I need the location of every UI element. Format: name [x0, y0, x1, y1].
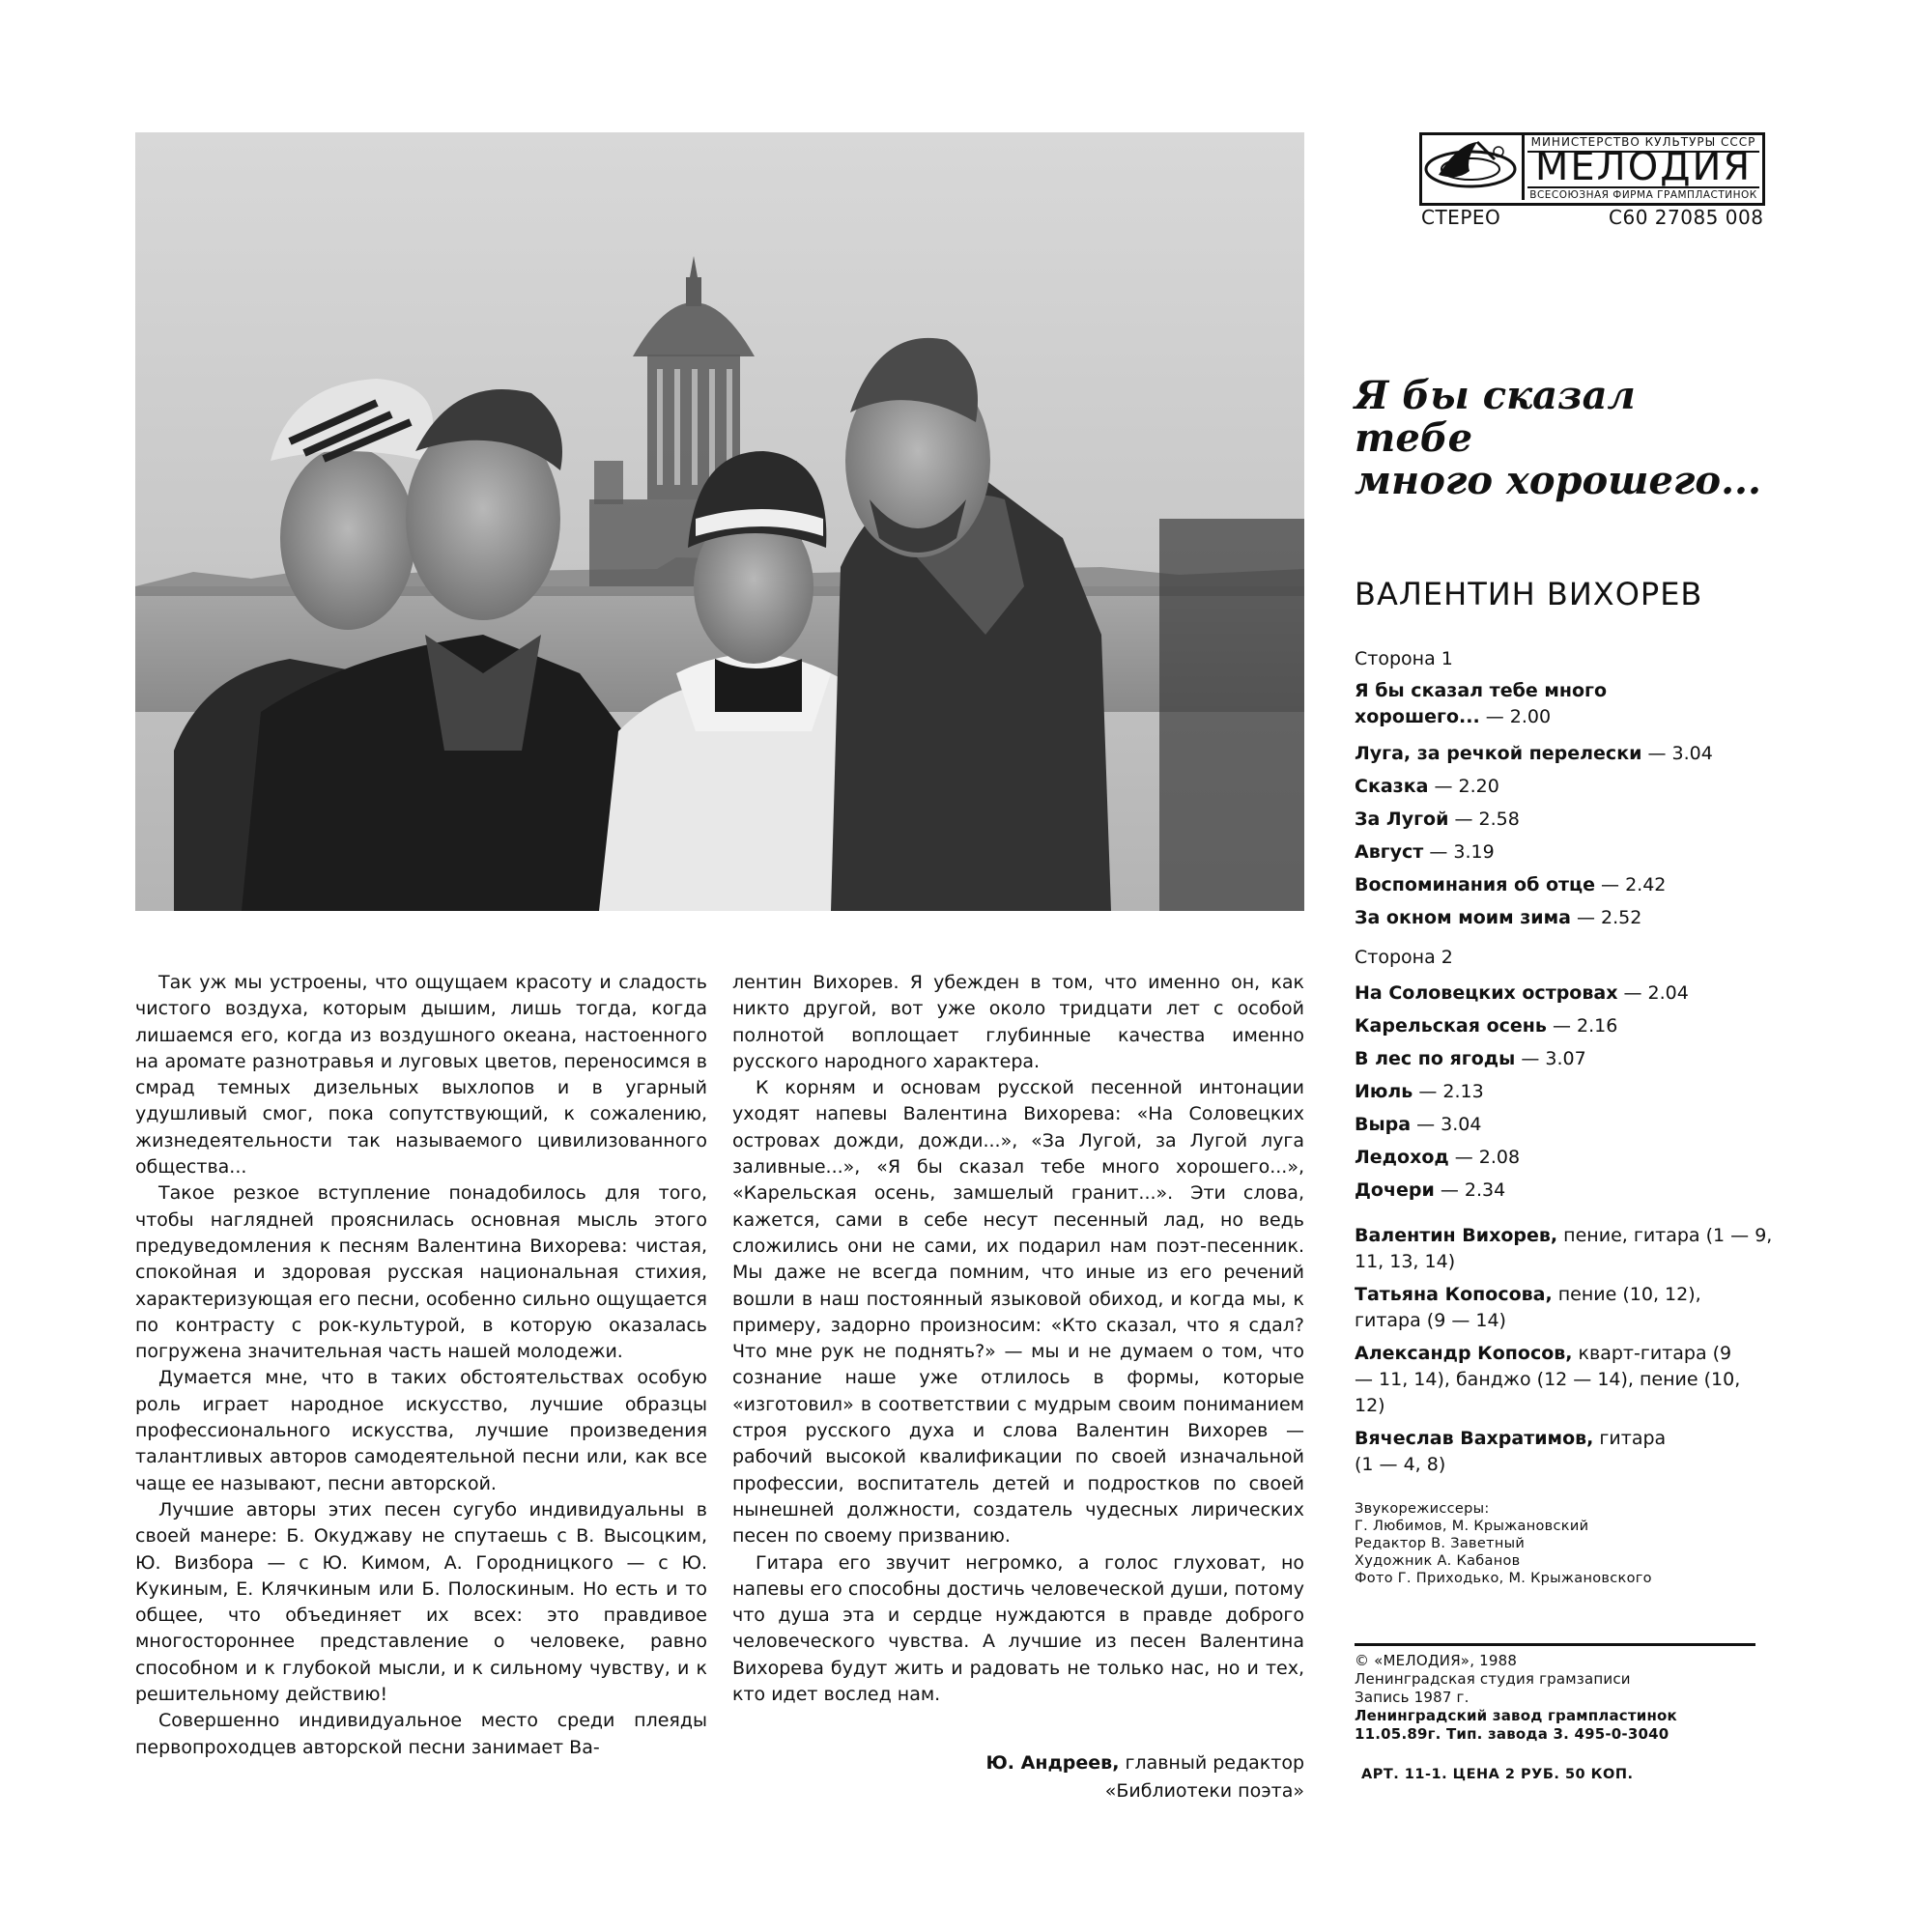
- signature-author: Ю. Андреев,: [985, 1752, 1120, 1774]
- logo-subtitle-text: ВСЕСОЮЗНАЯ ФИРМА ГРАМПЛАСТИНОК: [1527, 186, 1759, 201]
- track-item: [1355, 901, 1857, 934]
- track-time: — 2.16: [1546, 1015, 1618, 1037]
- credit-line: Художник А. Кабанов: [1355, 1553, 1521, 1569]
- credit-line: Звукорежиссеры:: [1355, 1501, 1490, 1517]
- track-time: — 2.00: [1479, 706, 1552, 727]
- track-time: — 2.58: [1448, 809, 1520, 830]
- copyright-line: 11.05.89г. Тип. завода 3. 495-0-3040: [1355, 1725, 1669, 1743]
- track-item: [1355, 1174, 1857, 1207]
- album-title-line: Я бы сказал: [1355, 373, 1636, 418]
- track-item: [1355, 803, 1857, 836]
- copyright-block: [1355, 1652, 1838, 1744]
- catalog-number: С60 27085 008: [1609, 206, 1764, 229]
- logo-ministry-text: МИНИСТЕРСТВО КУЛЬТУРЫ СССР: [1527, 135, 1759, 153]
- track-time: — 2.52: [1570, 907, 1642, 928]
- article-paragraph: Так уж мы устроены, что ощущаем красоту и сладость чистого воздуха, которым дышим, лишь тогда, когда лишаемся его, когда из воздушного океана, настоенного на аромате разнотравья и луговых цветов, переносимся в смрад темных дизельных выхлопов и в угарный удушливый смог, пока сопутствующий, к сожалению, жизнедеятельности так называемого цивилизованного общества...: [135, 972, 707, 1179]
- track-title: За окном моим зима: [1355, 907, 1571, 928]
- credit-line: Фото Г. Приходько, М. Крыжановского: [1355, 1571, 1652, 1586]
- signature-line: [732, 1749, 1304, 1777]
- copyright-line: © «МЕЛОДИЯ», 1988: [1355, 1652, 1518, 1669]
- article-paragraph: лентин Вихорев. Я убежден в том, что именно он, как никто другой, вот уже около тридцати лет с особой полнотой воплощает глубинные качества именно русского народного характера.: [732, 972, 1304, 1072]
- track-item: [1355, 868, 1857, 901]
- track-item: [1355, 770, 1857, 803]
- track-title: На Соловецких островах: [1355, 982, 1618, 1004]
- article-column-1: [135, 970, 707, 1761]
- track-item: [1355, 737, 1857, 770]
- track-time: — 3.04: [1411, 1114, 1482, 1135]
- price-label: АРТ. 11-1. ЦЕНА 2 РУБ. 50 КОП.: [1361, 1767, 1634, 1782]
- track-time: — 2.08: [1448, 1147, 1521, 1168]
- performer-name: Татьяна Копосова,: [1355, 1284, 1553, 1305]
- article-paragraph: Лучшие авторы этих песен сугубо индивидуальны в своей манере: Б. Окуджаву не спутаешь с В. Высоцким, Ю. Визбора — с Ю. Кимом, А. Городницкого — с Ю. Кукиным, Е. Клячкиным или Б. Полоскиным. Но есть и то общее, что объединяет их всех: это правдивое многостороннее представление о человеке, равно способном и к глубокой мысли, и к сильному чувству, и к решительному действию!: [135, 1498, 707, 1706]
- album-title-line: тебе: [1355, 415, 1473, 461]
- track-time: — 2.20: [1428, 776, 1499, 797]
- copyright-line: Запись 1987 г.: [1355, 1689, 1470, 1706]
- performer-role: пение, гитара (1 — 9, 11, 13, 14): [1355, 1225, 1773, 1272]
- track-title: Луга, за речкой перелески: [1355, 743, 1642, 764]
- performer-name: Валентин Вихорев,: [1355, 1225, 1558, 1246]
- album-title: [1355, 375, 1838, 502]
- group-photo: [135, 132, 1304, 911]
- track-title: За Лугой: [1355, 809, 1449, 830]
- melodiya-record-icon: [1419, 132, 1525, 200]
- performer-role: гитара (1 — 4, 8): [1355, 1428, 1667, 1475]
- track-title: Воспоминания об отце: [1355, 874, 1595, 895]
- side-2-label: Сторона 2: [1355, 947, 1453, 968]
- performer-item: [1355, 1282, 1731, 1334]
- track-time: — 3.04: [1641, 743, 1713, 764]
- track-item: [1355, 1009, 1857, 1042]
- track-title: Карельская осень: [1355, 1015, 1547, 1037]
- performer-role: пение (10, 12), гитара (9 — 14): [1355, 1284, 1701, 1331]
- track-time: — 2.42: [1595, 874, 1667, 895]
- copyright-line: Ленинградская студия грамзаписи: [1355, 1670, 1631, 1688]
- track-item: [1355, 1075, 1857, 1108]
- track-title: Я бы сказал тебе много хорошего...: [1355, 680, 1608, 727]
- signature-line-2: «Библиотеки поэта»: [1104, 1780, 1304, 1802]
- track-item: [1355, 1141, 1857, 1174]
- performer-item: [1355, 1341, 1741, 1419]
- melodiya-logo: [1419, 132, 1765, 206]
- tracklist: [1355, 645, 1857, 1207]
- track-item: [1355, 1108, 1857, 1141]
- article-paragraph: Совершенно индивидуальное место среди плеяды первопроходцев авторской песни занимает Ва-: [135, 1710, 707, 1758]
- track-item: [1355, 1042, 1857, 1075]
- artist-name: ВАЛЕНТИН ВИХОРЕВ: [1355, 576, 1703, 612]
- performer-item: [1355, 1223, 1780, 1275]
- article-paragraph: Гитара его звучит негромко, а голос глуховат, но напевы его способны достичь человеческой души, потому что душа эта и сердце нуждаются в правде доброго человеческого чувства. А лучшие из песен Валентина Вихорева будут жить и радовать не только нас, но и тех, кто идет вослед нам.: [732, 1551, 1304, 1706]
- signature-role: главный редактор: [1119, 1752, 1304, 1774]
- track-title: Дочери: [1355, 1179, 1435, 1201]
- track-item: [1355, 836, 1857, 868]
- credit-line: Г. Любимов, М. Крыжановский: [1355, 1519, 1589, 1534]
- track-title: Сказка: [1355, 776, 1429, 797]
- album-title-line: много хорошего...: [1355, 458, 1761, 503]
- track-time: — 3.19: [1423, 841, 1495, 863]
- track-time: — 2.13: [1413, 1081, 1484, 1102]
- copyright-line: Ленинградский завод грампластинок: [1355, 1707, 1677, 1724]
- performer-item: [1355, 1426, 1673, 1478]
- track-item: [1355, 977, 1857, 1009]
- track-title: Июль: [1355, 1081, 1413, 1102]
- track-title: Ледоход: [1355, 1147, 1449, 1168]
- performer-role: кварт-гитара (9 — 11, 14), банджо (12 — 14), пение (10, 12): [1355, 1343, 1741, 1416]
- track-item: [1355, 678, 1673, 730]
- performer-name: Александр Копосов,: [1355, 1343, 1573, 1364]
- track-time: — 3.07: [1515, 1048, 1586, 1069]
- track-title: Август: [1355, 841, 1424, 863]
- stereo-label: СТЕРЕО: [1421, 206, 1501, 229]
- production-credits: [1355, 1500, 1838, 1587]
- track-title: В лес по ягоды: [1355, 1048, 1516, 1069]
- performers-list: [1355, 1223, 1857, 1485]
- side-1-label: Сторона 1: [1355, 648, 1453, 669]
- article-paragraph: К корням и основам русской песенной интонации уходят напевы Валентина Вихорева: «На Соловецких островах дожди, дожди...», «За Лугой, за Лугой луга заливные...», «Я бы сказал тебе много хорошего...», «Карельская осень, замшелый гранит...». Эти слова, кажется, сами в себе несут песенный лад, но ведь сложились они не сами, их подарил нам поэт-песенник. Мы даже не всегда помним, что иные из его речений вошли в наш постоянный языковой обиход, и когда мы, к примеру, задорно произносим: «Кто сказал, что я сдал? Что мне рук не поднять?» — мы и не думаем о том, что сознание наше уже отлилось в формы, которые «изготовил» в соответствии с мудрым своим пониманием строя русского духа и слова Валентин Вихорев — рабочий высокой квалификации по своей изначальной профессии, воспитатель детей и подростков по своей нынешней должности, создатель чудесных лирических песен по своему призванию.: [732, 1077, 1304, 1548]
- article-signature: [732, 1749, 1304, 1805]
- logo-brand-text: МЕЛОДИЯ: [1534, 145, 1753, 189]
- article-paragraph: Такое резкое вступление понадобилось для того, чтобы наглядней прояснилась основная мысль этого предуведомления к песням Валентина Вихорева: чистая, спокойная и здоровая русская национальная стихия, характеризующая его песни, особенно сильно ощущается по контрасту с рок-культурой, в которую оказалась погружена значительная часть нашей молодежи.: [135, 1182, 707, 1363]
- performer-name: Вячеслав Вахратимов,: [1355, 1428, 1594, 1449]
- credit-line: Редактор В. Заветный: [1355, 1536, 1526, 1551]
- track-time: — 2.04: [1617, 982, 1689, 1004]
- article-paragraph: Думается мне, что в таких обстоятельствах особую роль играет народное искусство, лучшие образцы профессионального искусства, лучшие произведения талантливых авторов самодеятельной песни или, как все чаще ее называют, песни авторской.: [135, 1367, 707, 1494]
- track-title: Выра: [1355, 1114, 1412, 1135]
- track-time: — 2.34: [1434, 1179, 1506, 1201]
- article-column-2: [732, 970, 1304, 1708]
- divider: [1355, 1643, 1755, 1646]
